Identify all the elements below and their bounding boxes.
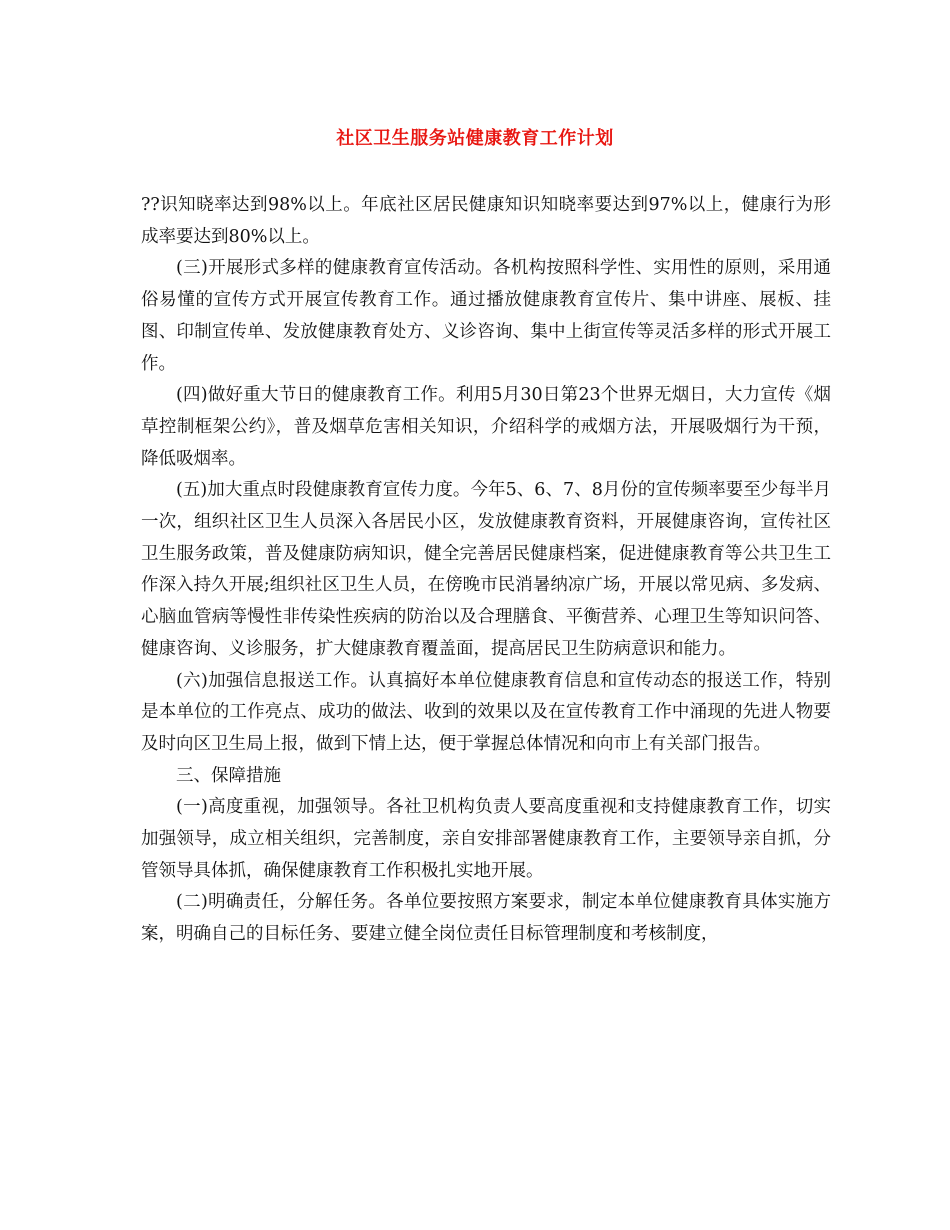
paragraph-continuation: ??识知晓率达到98%以上。年底社区居民健康知识知晓率要达到97%以上，健康行为形成率要达到80%以上。 (141, 195, 831, 247)
paragraph-item-5: (五)加大重点时段健康教育宣传力度。今年5、6、7、8月份的宣传频率要至少每半月一次，组织社区卫生人员深入各居民小区，发放健康教育资料，开展健康咨询，宣传社区卫生服务政策，普及健康防病知识，健全完善居民健康档案，促进健康教育等公共卫生工作深入持久开展;组织社区卫生人员，在傍晚市民消暑纳凉广场，开展以常见病、多发病、心脑血管病等慢性非传染性疾病的防治以及合理膳食、平衡营养、心理卫生等知识问答、健康咨询、义诊服务，扩大健康教育覆盖面，提高居民卫生防病意识和能力。 (141, 480, 831, 659)
document-title: 社区卫生服务站健康教育工作计划 (336, 128, 614, 149)
document-body (141, 190, 831, 951)
section-heading-safeguards: 三、保障措施 (176, 765, 281, 786)
paragraph-measure-2: (二)明确责任，分解任务。各单位要按照方案要求，制定本单位健康教育具体实施方案，明确自己的目标任务、要建立健全岗位责任目标管理制度和考核制度， (141, 892, 831, 945)
paragraph-item-3: (三)开展形式多样的健康教育宣传活动。各机构按照科学性、实用性的原则，采用通俗易懂的宣传方式开展宣传教育工作。通过播放健康教育宣传片、集中讲座、展板、挂图、印制宣传单、发放健康教育处方、义诊咨询、集中上街宣传等灵活多样的形式开展工作。 (141, 258, 831, 374)
paragraph-item-6: (六)加强信息报送工作。认真搞好本单位健康教育信息和宣传动态的报送工作，特别是本单位的工作亮点、成功的做法、收到的效果以及在宣传教育工作中涌现的先进人物要及时向区卫生局上报，做到下情上达，便于掌握总体情况和向市上有关部门报告。 (141, 670, 831, 754)
paragraph-item-4: (四)做好重大节日的健康教育工作。利用5月30日第23个世界无烟日，大力宣传《烟草控制框架公约》，普及烟草危害相关知识，介绍科学的戒烟方法，开展吸烟行为干预，降低吸烟率。 (141, 385, 831, 469)
paragraph-measure-1: (一)高度重视，加强领导。各社卫机构负责人要高度重视和支持健康教育工作，切实加强领导，成立相关组织，完善制度，亲自安排部署健康教育工作，主要领导亲自抓，分管领导具体抓，确保健康教育工作积极扎实地开展。 (141, 797, 831, 881)
